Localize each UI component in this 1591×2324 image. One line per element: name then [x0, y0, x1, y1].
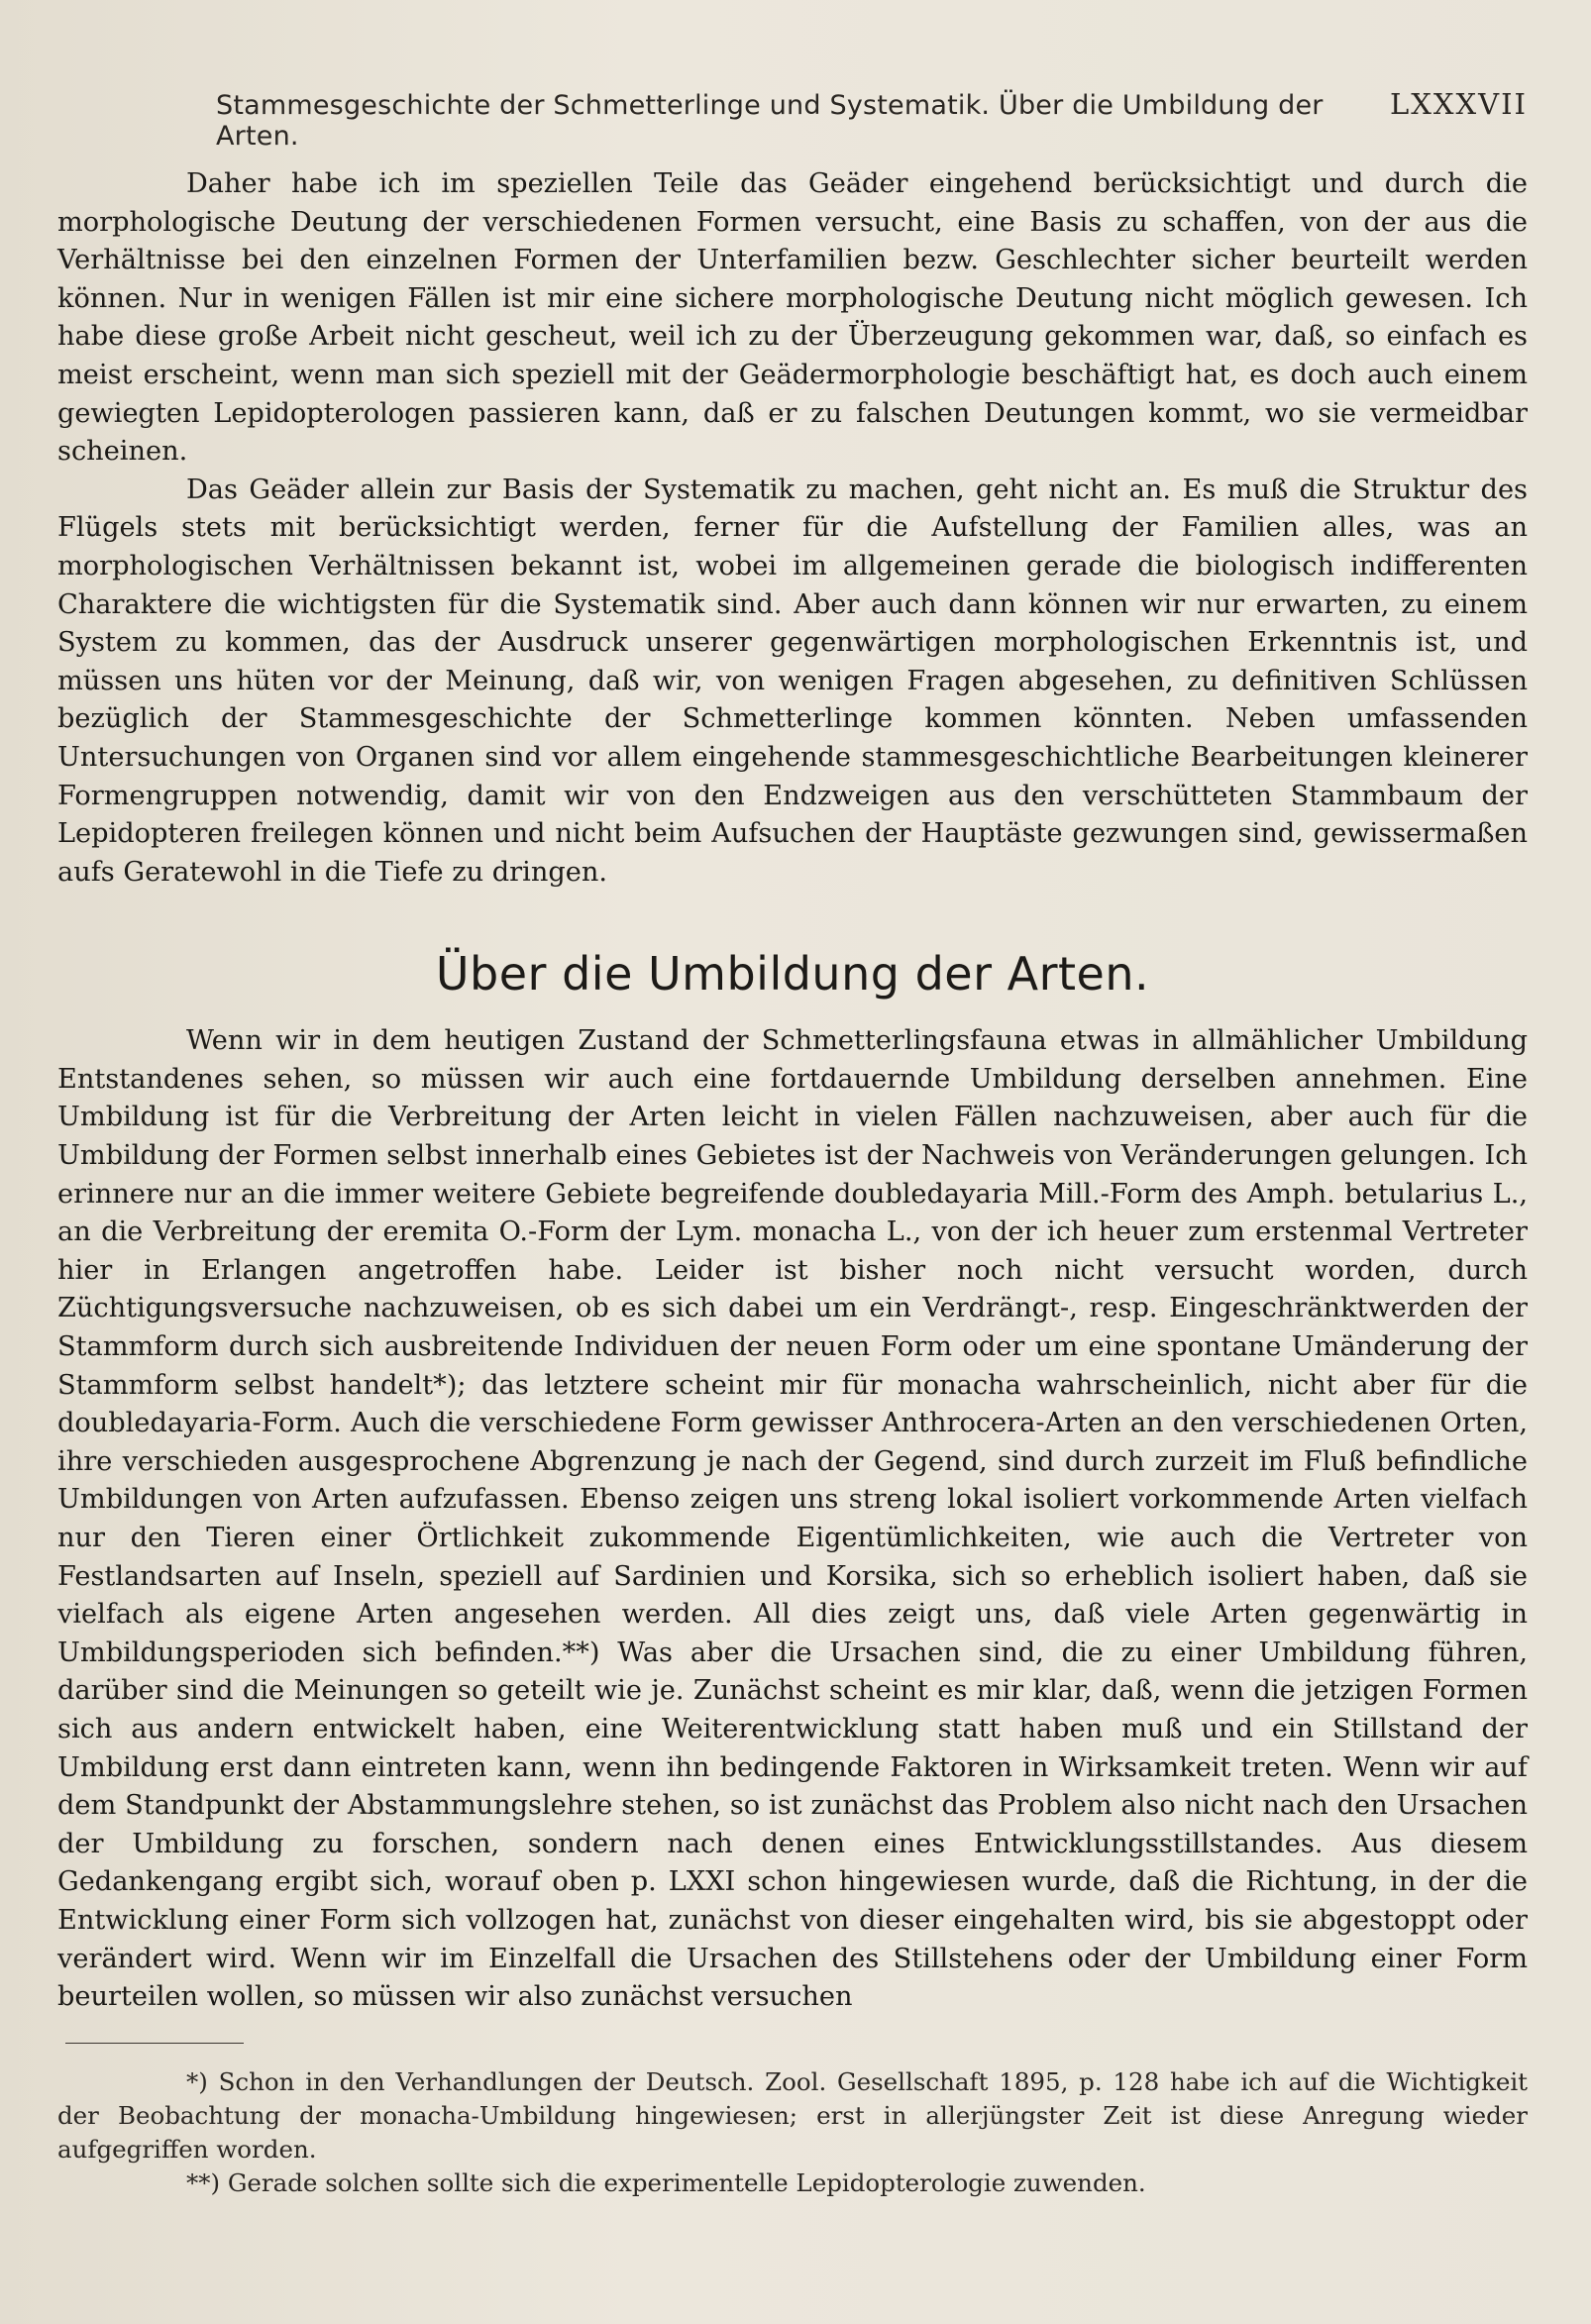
running-header: [216, 87, 1528, 152]
section-heading: Über die Umbildung der Arten.: [435, 947, 1150, 1002]
paragraph-geaeder-systematik: Das Geäder allein zur Basis der Systematik zu machen, geht nicht an. Es muß die Struktur des Flügels stets mit berücksichtigt werden, ferner für die Aufstellung der Familien alles, was an morphologischen Verhältnissen bekannt ist, wobei im allgemeinen gerade die biologisch indifferenten Charaktere die wichtigsten für die Systematik sind. Aber auch dann können wir nur erwarten, zu einem System zu kommen, das der Ausdruck unserer gegenwärtigen morphologischen Erkenntnis ist, und müssen uns hüten vor der Meinung, daß wir, von wenigen Fragen abgesehen, zu definitiven Schlüssen bezüglich der Stammesgeschichte der Schmetterlinge kommen könnten. Neben umfassenden Untersuchungen von Organen sind vor allem eingehende stammesgeschichtliche Bearbeitungen kleinerer Formengruppen notwendig, damit wir von den Endzweigen aus den verschütteten Stammbaum der Lepidopteren freilegen können und nicht beim Aufsuchen der Hauptäste gezwungen sind, gewissermaßen aufs Geratewohl in die Tiefe zu dringen.: [57, 474, 1528, 888]
paragraph-umbildung: Wenn wir in dem heutigen Zustand der Schmetterlingsfauna etwas in allmählicher Umbildung Entstandenes sehen, so müssen wir auch eine fortdauernde Umbildung derselben annehmen. Eine Umbildung ist für die Verbreitung der Arten leicht in vielen Fällen nachzuweisen, aber auch für die Umbildung der Formen selbst innerhalb eines Gebietes ist der Nachweis von Veränderungen gelungen. Ich erinnere nur an die immer weitere Gebiete begreifende doubledayaria Mill.-Form des Amph. betularius L., an die Verbreitung der eremita O.-Form der Lym. monacha L., von der ich heuer zum erstenmal Vertreter hier in Erlangen angetroffen habe. Leider ist bisher noch nicht versucht worden, durch Züchtigungsversuche nachzuweisen, ob es sich dabei um ein Verdrängt-, resp. Eingeschränktwerden der Stammform durch sich ausbreitende Individuen der neuen Form oder um eine spontane Umänderung der Stammform selbst handelt*); das letztere scheint mir für monacha wahrscheinlich, nicht aber für die doubledayaria-Form. Auch die verschiedene Form gewisser Anthrocera-Arten an den verschiedenen Orten, ihre verschieden ausgesprochene Abgrenzung je nach der Gegend, sind durch zurzeit im Fluß befindliche Umbildungen von Arten aufzufassen. Ebenso zeigen uns streng lokal isoliert vorkommende Arten vielfach nur den Tieren einer Örtlichkeit zukommende Eigentümlichkeiten, wie auch die Vertreter von Festlandsarten auf Inseln, speziell auf Sardinien und Korsika, sich so erheblich isoliert haben, daß sie vielfach als eigene Arten angesehen werden. All dies zeigt uns, daß viele Arten gegenwärtig in Umbildungsperioden sich befinden.**) Was aber die Ursachen sind, die zu einer Umbildung führen, darüber sind die Meinungen so geteilt wie je. Zunächst scheint es mir klar, daß, wenn die jetzigen Formen sich aus andern entwickelt haben, eine Weiterentwicklung statt haben muß und ein Stillstand der Umbildung erst dann eintreten kann, wenn ihn bedingende Faktoren in Wirksamkeit treten. Wenn wir auf dem Standpunkt der Abstammungslehre stehen, so ist zunächst das Problem also nicht nach den Ursachen der Umbildung zu forschen, sondern nach denen eines Entwicklungsstillstandes. Aus diesem Gedankengang ergibt sich, worauf oben p. LXXI schon hingewiesen wurde, daß die Richtung, in der die Entwicklung einer Form sich vollzogen hat, zunächst von dieser eingehalten wird, bis sie abgestoppt oder verändert wird. Wenn wir im Einzelfall die Ursachen des Stillstehens oder der Umbildung einer Form beurteilen wollen, so müssen wir also zunächst versuchen: [57, 1025, 1528, 2013]
footnote-1: *) Schon in den Verhandlungen der Deutsch. Zool. Gesellschaft 1895, p. 128 habe ich auf die Wichtigkeit der Beobachtung der monacha-Umbildung hingewiesen; erst in allerjüngster Zeit ist diese Anregung wieder aufgegriffen worden.: [57, 2066, 1528, 2164]
paragraph-geaeder-deutung: Daher habe ich im speziellen Teile das Geäder eingehend berücksichtigt und durch die morphologische Deutung der verschiedenen Formen versucht, eine Basis zu schaffen, von der aus die Verhältnisse bei den einzelnen Formen der Unterfamilien bezw. Geschlechter sicher beurteilt werden können. Nur in wenigen Fällen ist mir eine sichere morphologische Deutung nicht möglich gewesen. Ich habe diese große Arbeit nicht gescheut, weil ich zu der Überzeugung gekommen war, daß, so einfach es meist erscheint, wenn man sich speziell mit der Geädermorphologie beschäftigt hat, es doch auch einem gewiegten Lepidopterologen passieren kann, daß er zu falschen Deutungen kommt, wo sie vermeidbar scheinen.: [57, 168, 1528, 468]
footnote-rule: [65, 2043, 244, 2044]
page-number: LXXXVII: [1389, 87, 1528, 121]
footnote-2: **) Gerade solchen sollte sich die experimentelle Lepidopterologie zuwenden.: [186, 2167, 1146, 2197]
running-title: Stammesgeschichte der Schmetterlinge und Systematik. Über die Umbildung der Arten.: [216, 90, 1324, 152]
